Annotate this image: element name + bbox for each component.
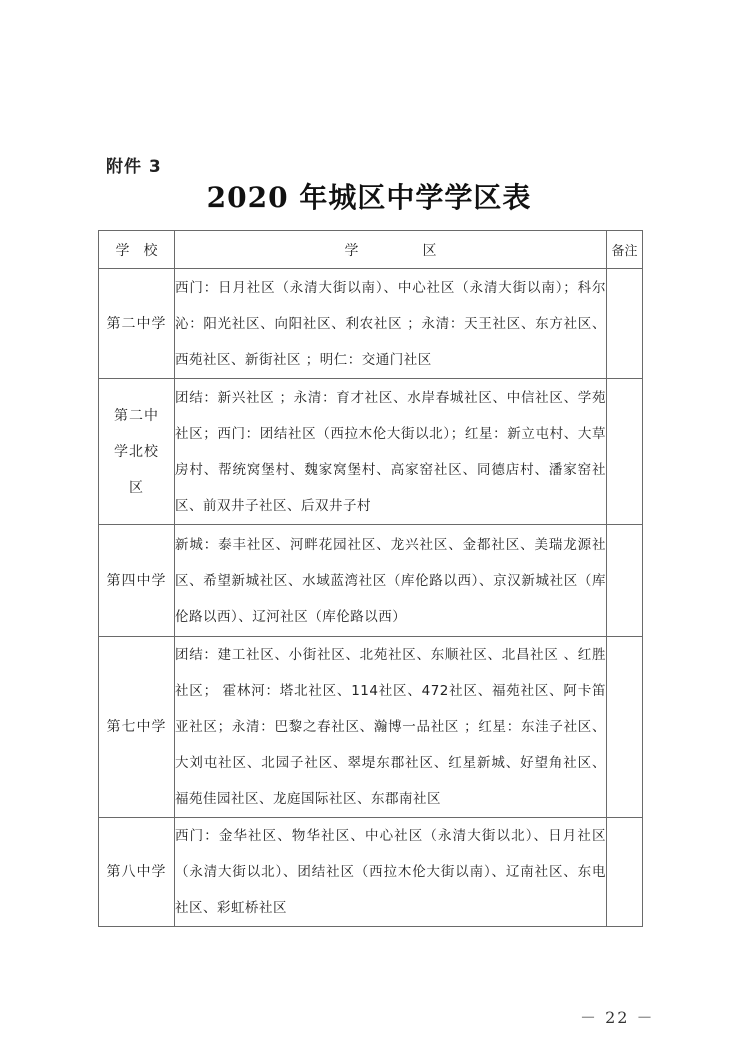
page-number: － 22 －: [580, 1008, 655, 1027]
school-note: [607, 637, 643, 818]
document-title: 2020 年城区中学学区表: [206, 181, 532, 214]
table-row: [99, 525, 643, 637]
school-note: [607, 379, 643, 525]
table-row: [99, 818, 643, 927]
school-name-text: 第二中学北校区: [114, 407, 159, 496]
school-district-table: [98, 230, 643, 927]
attachment-label: 附件 3: [106, 157, 162, 177]
school-name: 第二中学: [99, 269, 175, 379]
school-note: [607, 818, 643, 927]
school-name: 第七中学: [99, 637, 175, 818]
school-name: 第八中学: [99, 818, 175, 927]
table-header-row: [99, 231, 643, 269]
school-zone: 团结：新兴社区 ；永清：育才社区、水岸春城社区、中信社区、学苑社区；西门：团结社区（西拉木伦大街以北）；红星：新立屯村、大草房村、帮统窝堡村、魏家窝堡村、高家窑社区、同德店村、潘家窑社区、前双井子社区、后双井子村: [175, 379, 607, 525]
school-name: 第四中学: [99, 525, 175, 637]
school-note: [607, 269, 643, 379]
table-row: [99, 269, 643, 379]
table-row: [99, 637, 643, 818]
header-school: 学校: [99, 231, 175, 269]
school-zone: 西门：日月社区（永清大街以南）、中心社区（永清大街以南）；科尔沁：阳光社区、向阳社区、利农社区 ；永清：天王社区、东方社区、西苑社区、新街社区 ；明仁：交通门社区: [175, 269, 607, 379]
header-note: 备注: [607, 231, 643, 269]
table-row: [99, 379, 643, 525]
school-name: [99, 379, 175, 525]
school-zone: 团结：建工社区、小街社区、北苑社区、东顺社区、北昌社区 、红胜社区； 霍林河：塔北社区、114社区、472社区、福苑社区、阿卡笛亚社区；永清：巴黎之春社区、瀚博一品社区 ；红星：东洼子社区、大刘屯社区、北园子社区、翠堤东郡社区、红星新城、好望角社区、福苑佳园社区、龙庭国际社区、东郡南社区: [175, 637, 607, 818]
school-note: [607, 525, 643, 637]
school-zone: 西门：金华社区、物华社区、中心社区（永清大街以北）、日月社区（永清大街以北）、团结社区（西拉木伦大街以南）、辽南社区、东电社区、彩虹桥社区: [175, 818, 607, 927]
school-zone: 新城：泰丰社区、河畔花园社区、龙兴社区、金都社区、美瑞龙源社区、希望新城社区、水域蓝湾社区（库伦路以西）、京汉新城社区（库伦路以西）、辽河社区（库伦路以西）: [175, 525, 607, 637]
header-zone: 学区: [175, 231, 607, 269]
